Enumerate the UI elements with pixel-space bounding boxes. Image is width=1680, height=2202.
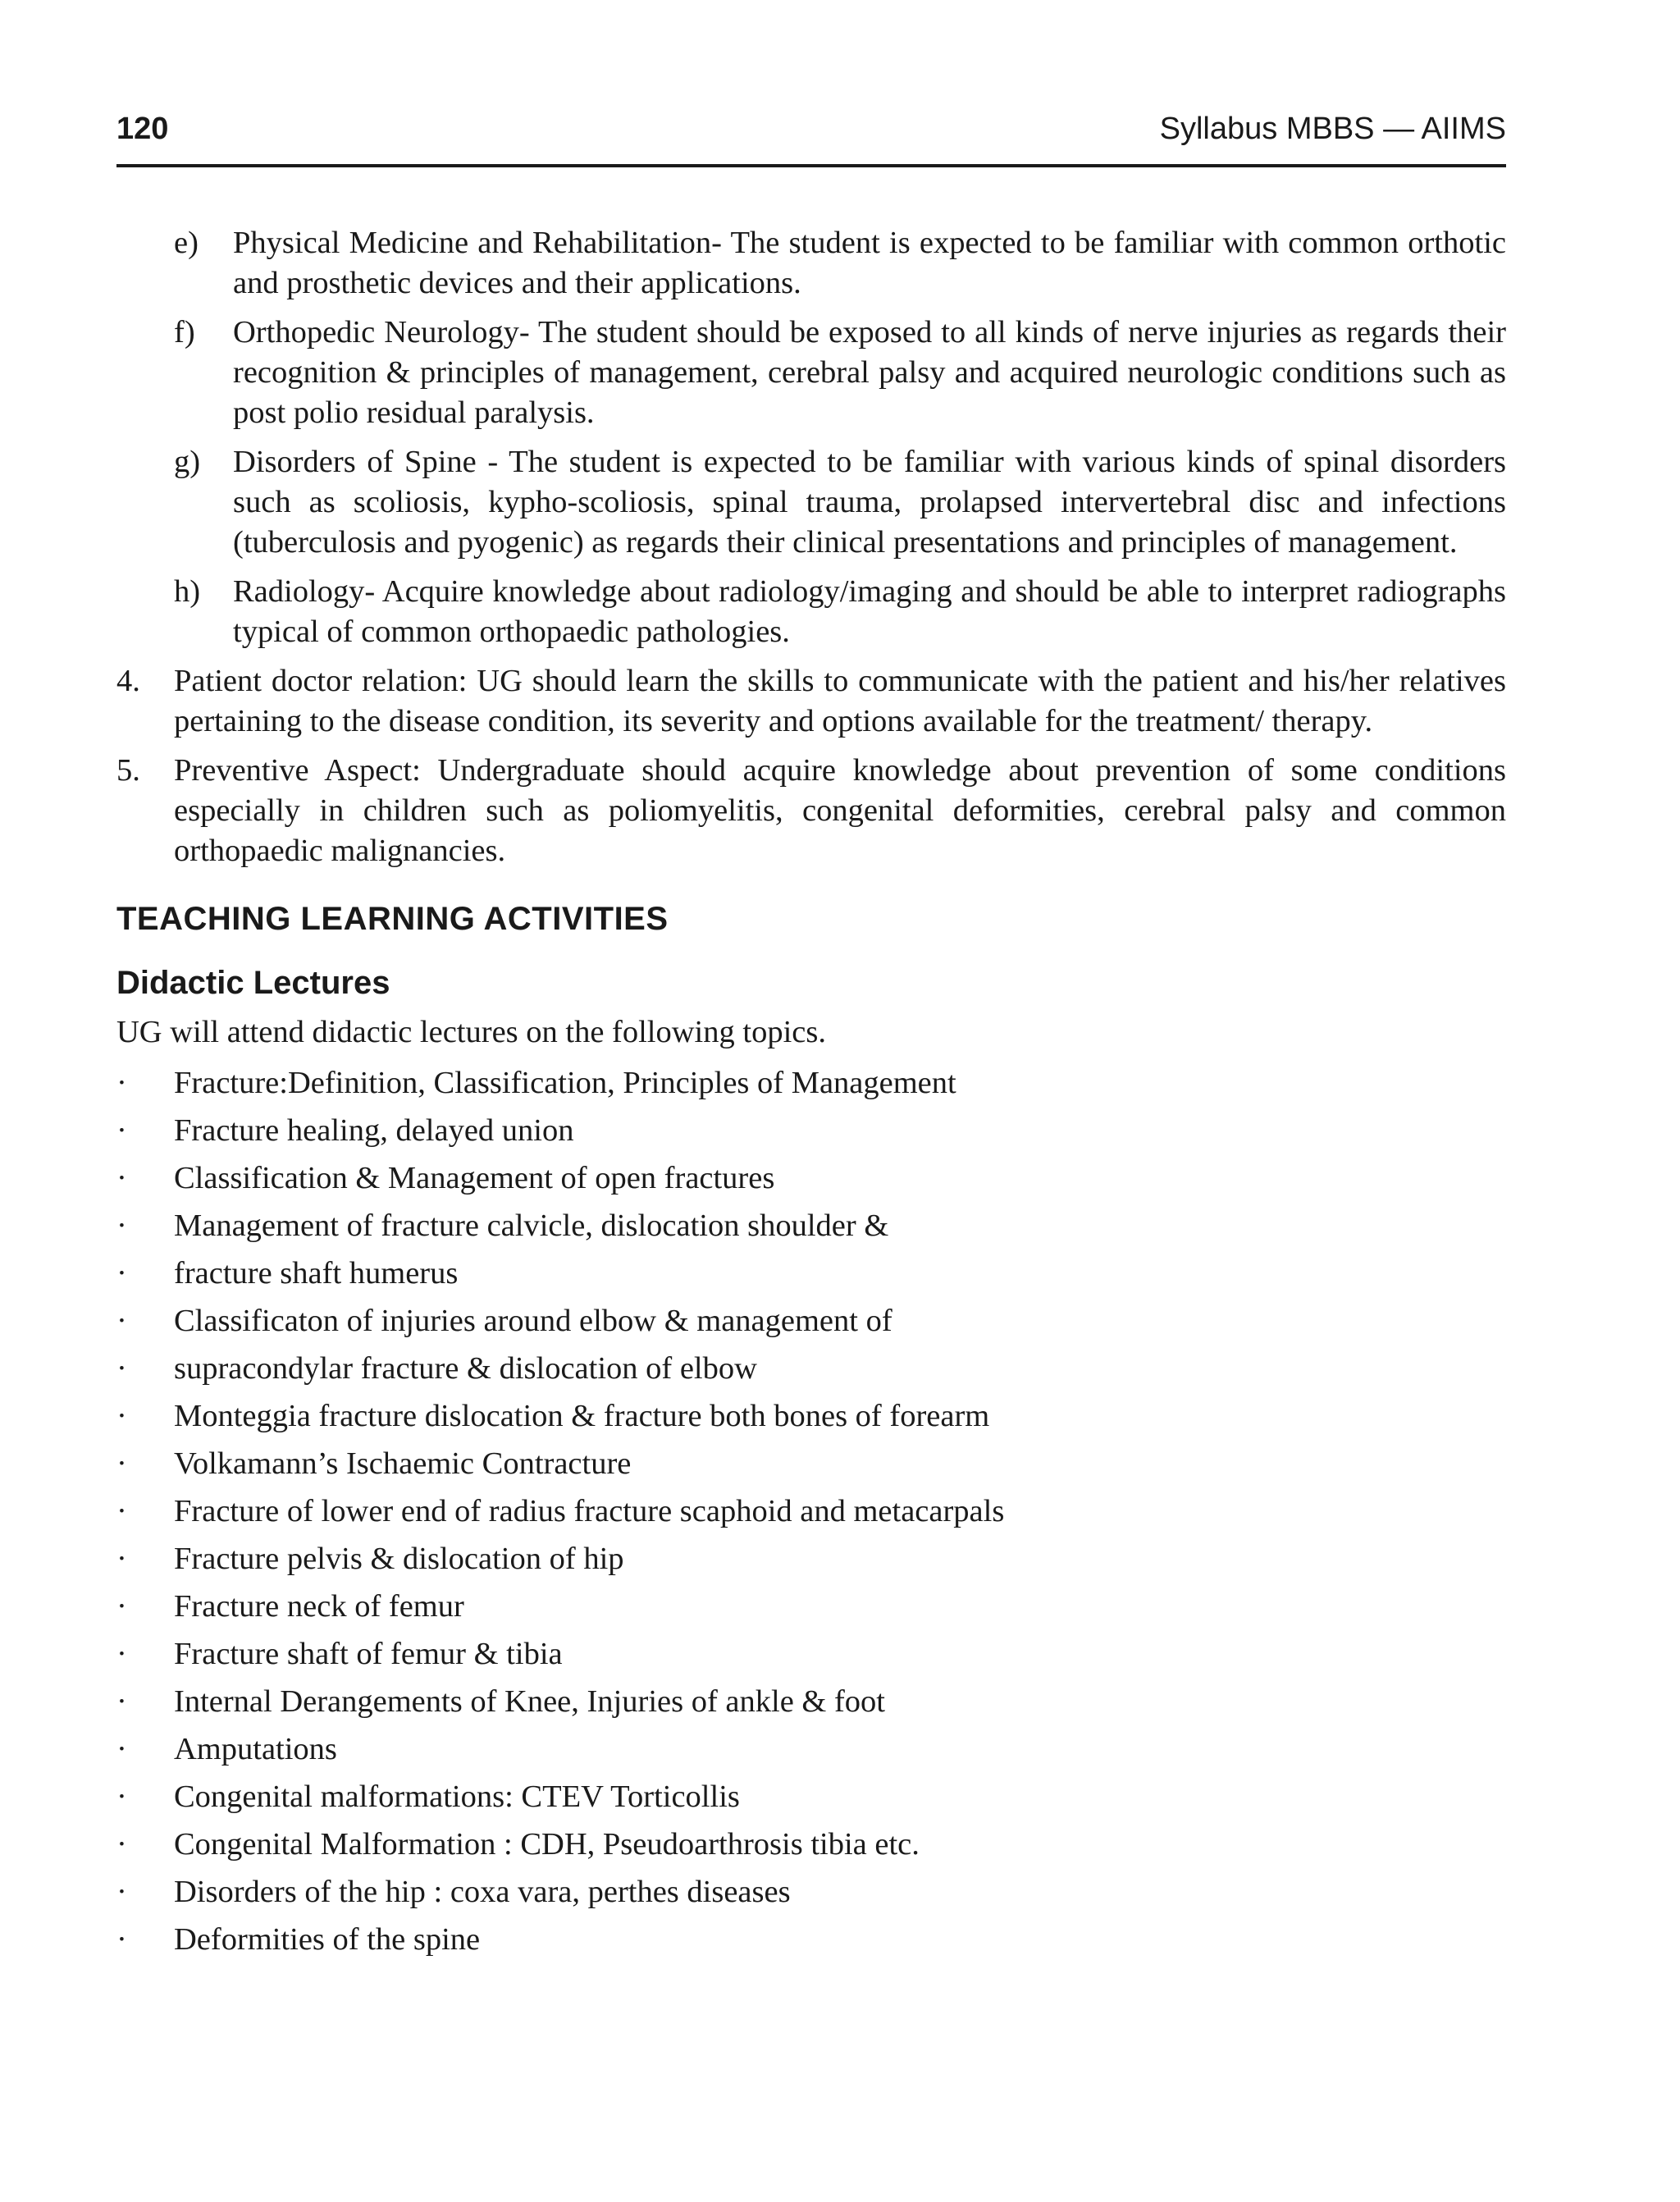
bullet-marker: ·	[116, 1922, 127, 1957]
subitem-text: The student should be exposed to all kinds of nerve injuries as regards their recognition & principles of management, cerebral palsy and acquired neurologic conditions such as post polio residual paralysis.	[233, 315, 1507, 430]
topic-text: Fracture pelvis & dislocation of hip	[174, 1542, 624, 1576]
list-item	[116, 1821, 1506, 1868]
list-item	[116, 1154, 1506, 1202]
subitem-marker: g)	[174, 445, 201, 479]
bullet-marker: ·	[116, 1494, 127, 1528]
bullet-marker: ·	[116, 1827, 127, 1862]
list-item	[116, 1297, 1506, 1345]
bullet-marker: ·	[116, 1684, 127, 1719]
list-item	[116, 1440, 1506, 1487]
subitem-marker: f)	[174, 315, 195, 349]
subitem-marker: e)	[174, 226, 199, 260]
subitem-marker: h)	[174, 574, 201, 609]
subitem-g	[116, 442, 1506, 563]
numbered-item-5	[116, 751, 1506, 871]
bullet-marker: ·	[116, 1399, 127, 1433]
subitem-text: Acquire knowledge about radiology/imaging and should be able to interpret radiographs typical of common orthopaedic pathologies.	[233, 574, 1506, 649]
topic-text: Deformities of the spine	[174, 1922, 481, 1957]
topic-text: Congenital malformations: CTEV Torticollis	[174, 1779, 740, 1814]
list-item	[116, 1868, 1506, 1916]
topic-text: Volkamann’s Ischaemic Contracture	[174, 1446, 632, 1481]
subitem-f	[116, 313, 1506, 433]
list-item	[116, 1345, 1506, 1392]
subitem-e	[116, 223, 1506, 304]
bullet-marker: ·	[116, 1637, 127, 1671]
list-item	[116, 1059, 1506, 1107]
topic-text: Monteggia fracture dislocation & fracture both bones of forearm	[174, 1399, 990, 1433]
subitem-label: Physical Medicine and Rehabilitation-	[233, 226, 731, 260]
bullet-marker: ·	[116, 1779, 127, 1814]
subitem-text: The student is expected to be familiar with common orthotic and prosthetic devices and their applications.	[233, 226, 1506, 300]
topic-text: Disorders of the hip : coxa vara, perthes diseases	[174, 1875, 791, 1909]
bullet-marker: ·	[116, 1446, 127, 1481]
list-item	[116, 1583, 1506, 1630]
page-body	[116, 223, 1506, 1963]
subitem-h	[116, 572, 1506, 652]
bullet-marker: ·	[116, 1304, 127, 1338]
bullet-marker: ·	[116, 1589, 127, 1624]
topic-text: Fracture healing, delayed union	[174, 1113, 574, 1148]
bullet-marker: ·	[116, 1542, 127, 1576]
list-item	[116, 1535, 1506, 1583]
subitem-text: The student is expected to be familiar with various kinds of spinal disorders such as scoliosis, kypho-scoliosis, spinal trauma, prolapsed intervertebral disc and infections (tuberculosis and pyogenic) as regards their clinical presentations and principles of management.	[233, 445, 1506, 560]
topic-text: Classification & Management of open fractures	[174, 1161, 775, 1195]
bullet-marker: ·	[116, 1113, 127, 1148]
topic-text: Fracture shaft of femur & tibia	[174, 1637, 563, 1671]
bullet-marker: ·	[116, 1208, 127, 1243]
topic-list	[116, 1059, 1506, 1963]
topic-text: Management of fracture calvicle, dislocation shoulder &	[174, 1208, 889, 1243]
list-item	[116, 1678, 1506, 1725]
list-item	[116, 1487, 1506, 1535]
numbered-text: Patient doctor relation: UG should learn the skills to communicate with the patient and his/her relatives pertaining to the disease condition, its severity and options available for the treatment/ therapy.	[174, 664, 1506, 738]
topic-text: Amputations	[174, 1732, 337, 1766]
bullet-marker: ·	[116, 1066, 127, 1100]
page-number: 120	[116, 112, 169, 146]
topic-text: Fracture of lower end of radius fracture scaphoid and metacarpals	[174, 1494, 1005, 1528]
topic-text: supracondylar fracture & dislocation of elbow	[174, 1351, 757, 1386]
topic-text: Internal Derangements of Knee, Injuries of ankle & foot	[174, 1684, 886, 1719]
numbered-marker: 5.	[116, 753, 140, 788]
list-item	[116, 1107, 1506, 1154]
topic-text: fracture shaft humerus	[174, 1256, 459, 1291]
bullet-marker: ·	[116, 1161, 127, 1195]
bullet-marker: ·	[116, 1256, 127, 1291]
list-item	[116, 1202, 1506, 1249]
bullet-marker: ·	[116, 1351, 127, 1386]
list-item	[116, 1773, 1506, 1821]
list-item	[116, 1392, 1506, 1440]
subitem-label: Orthopedic Neurology-	[233, 315, 538, 349]
numbered-item-4	[116, 661, 1506, 742]
topic-text: Congenital Malformation : CDH, Pseudoarthrosis tibia etc.	[174, 1827, 920, 1862]
topic-text: Fracture:Definition, Classification, Principles of Management	[174, 1066, 956, 1100]
list-item	[116, 1916, 1506, 1963]
numbered-text: Preventive Aspect: Undergraduate should acquire knowledge about prevention of some conditions especially in children such as poliomyelitis, congenital deformities, cerebral palsy and common orthopaedic malignancies.	[174, 753, 1506, 868]
bullet-marker: ·	[116, 1875, 127, 1909]
page-header	[116, 107, 1506, 167]
intro-text: UG will attend didactic lectures on the following topics.	[116, 1015, 826, 1049]
numbered-marker: 4.	[116, 664, 140, 698]
list-item	[116, 1725, 1506, 1773]
running-title: Syllabus MBBS — AIIMS	[1159, 112, 1506, 146]
subsection-heading: Didactic Lectures	[116, 965, 390, 1001]
topic-text: Classificaton of injuries around elbow & management of	[174, 1304, 892, 1338]
subitem-label: Disorders of Spine -	[233, 445, 509, 479]
section-heading: TEACHING LEARNING ACTIVITIES	[116, 901, 669, 937]
bullet-marker: ·	[116, 1732, 127, 1766]
list-item	[116, 1630, 1506, 1678]
list-item	[116, 1249, 1506, 1297]
topic-text: Fracture neck of femur	[174, 1589, 464, 1624]
subitem-label: Radiology-	[233, 574, 382, 609]
